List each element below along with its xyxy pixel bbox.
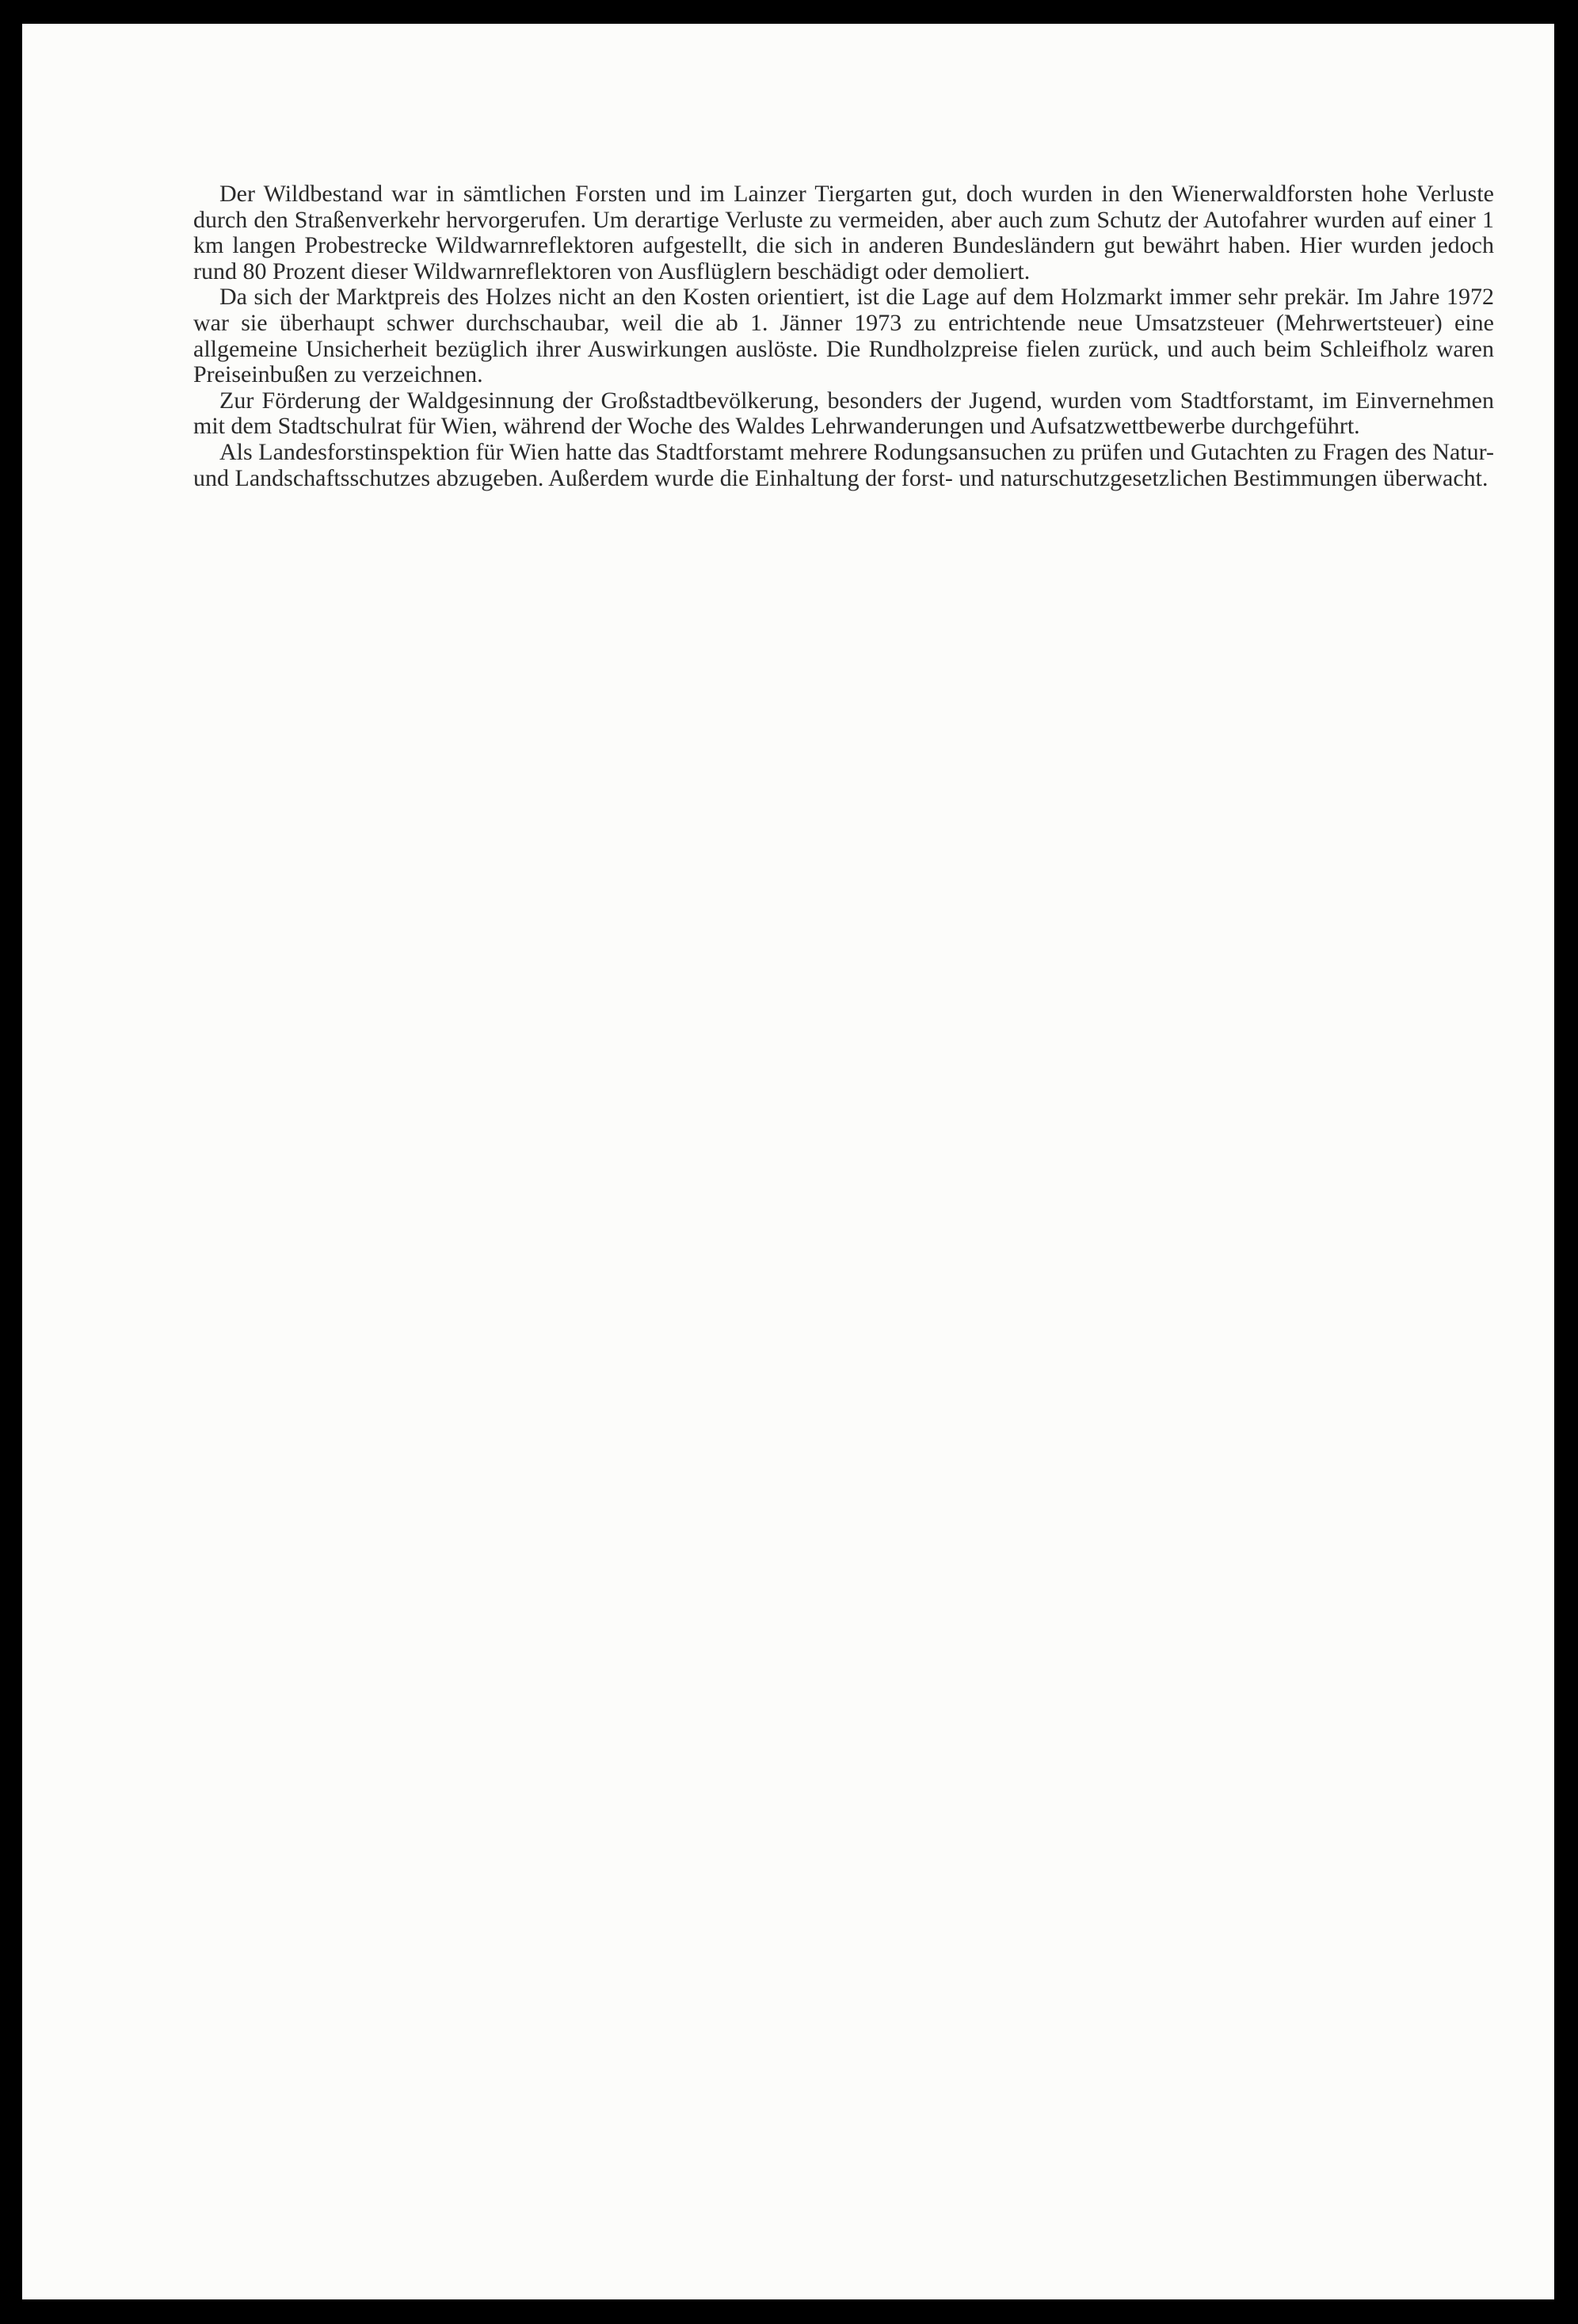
paragraph-timber-market: Da sich der Marktpreis des Holzes nicht an den Kosten orientiert, ist die Lage auf dem Holzmarkt immer sehr prekär. Im Jahre 1972 war sie überhaupt schwer durchschaubar, weil die ab 1. Jänner 1973 zu entrichtende neue Umsatzsteuer (Mehrwertsteuer) eine allgemeine Unsicherheit bezüglich ihrer Auswirkungen auslöste. Die Rundholzpreise fielen zurück, und auch beim Schleifholz waren Preiseinbußen zu verzeichnen. [193, 284, 1494, 388]
paragraph-wildlife: Der Wildbestand war in sämtlichen Forsten und im Lainzer Tiergarten gut, doch wurden in den Wienerwaldforsten hohe Verluste durch den Straßenverkehr hervorgerufen. Um derartige Verluste zu vermeiden, aber auch zum Schutz der Autofahrer wurden auf einer 1 km langen Probestrecke Wildwarnreflektoren aufgestellt, die sich in anderen Bundesländern gut bewährt haben. Hier wurden jedoch rund 80 Prozent dieser Wildwarnreflektoren von Ausflüglern beschädigt oder demoliert. [193, 181, 1494, 284]
paragraph-forest-awareness: Zur Förderung der Waldgesinnung der Großstadtbevölkerung, besonders der Jugend, wurden vom Stadtforstamt, im Einvernehmen mit dem Stadtschulrat für Wien, während der Woche des Waldes Lehrwanderungen und Aufsatzwettbewerbe durchgeführt. [193, 387, 1494, 440]
document-page [22, 24, 1554, 2299]
body-text [193, 181, 1494, 491]
paragraph-forest-inspection: Als Landesforstinspektion für Wien hatte das Stadtforstamt mehrere Rodungsansuchen zu prüfen und Gutachten zu Fragen des Natur- und Landschaftsschutzes abzugeben. Außerdem wurde die Einhaltung der forst- und naturschutzgesetzlichen Bestimmungen überwacht. [193, 438, 1494, 491]
